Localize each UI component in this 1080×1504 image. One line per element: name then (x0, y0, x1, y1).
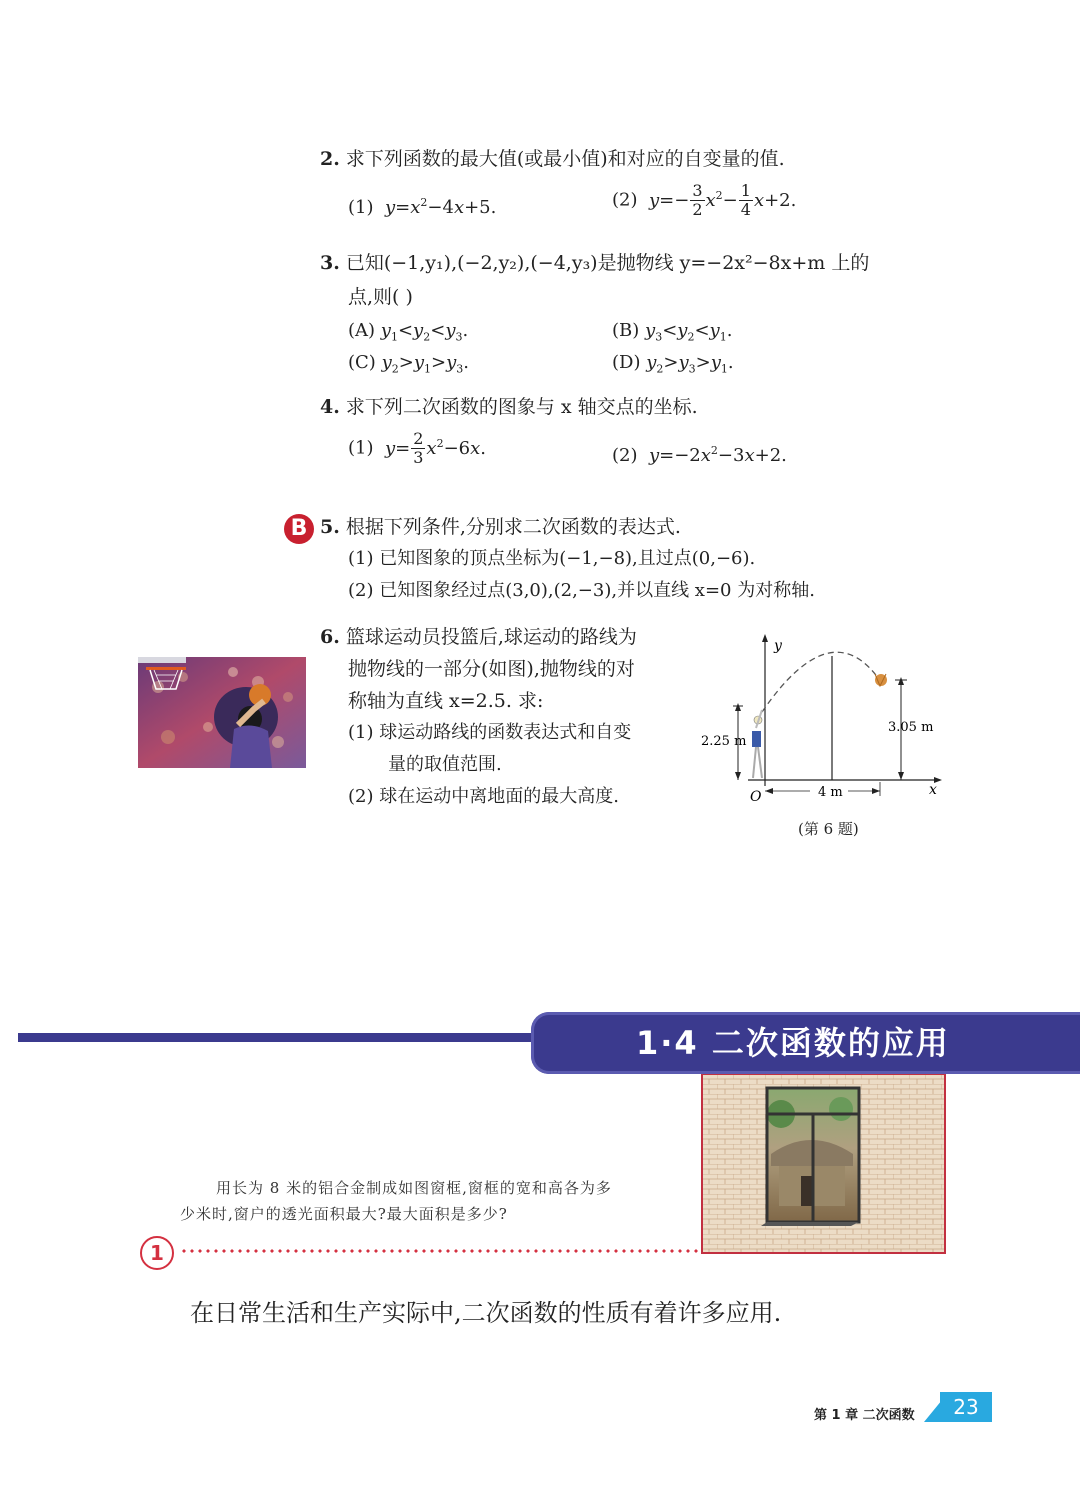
distance-label: 4 m (818, 785, 843, 800)
option-label: (C) (348, 352, 376, 373)
page-number: 23 (940, 1392, 992, 1422)
problem-line-1: 用长为 8 米的铝合金制成如图窗框,窗框的宽和高各为多 (216, 1179, 612, 1197)
q6-part-2: (2) 球在运动中离地面的最大高度. (348, 786, 619, 807)
question-4 (320, 394, 698, 420)
q4-part-2 (612, 438, 787, 469)
q5-part-2: (2) 已知图象经过点(3,0),(2,−3),并以直线 x=0 为对称轴. (348, 580, 815, 601)
part-label: (2) (612, 445, 638, 466)
question-3-line2: 点,则( ) (348, 286, 413, 308)
level-b-badge: B (284, 514, 314, 544)
player-figure-icon (752, 710, 762, 778)
dotted-rule (180, 1249, 700, 1253)
question-text: 已知(−1,y₁),(−2,y₂),(−4,y₃)是抛物线 y=−2x²−8x+m 上的 (345, 252, 870, 274)
question-number: 6. (320, 626, 340, 648)
option-label: (B) (612, 320, 640, 341)
q3-option-d: (D) $y_2>y_3>y_1$. (612, 352, 734, 376)
q4-part-1 (348, 430, 486, 467)
hoop-icon (875, 674, 887, 686)
chapter-footer: 第 1 章 二次函数 (814, 1408, 915, 1423)
x-axis-label: x (929, 782, 937, 798)
part-label: (1) (348, 437, 374, 459)
q6-part-1b: 量的取值范围. (388, 754, 502, 775)
ball-trajectory (762, 652, 881, 712)
hoop-height-label: 3.05 m (888, 720, 934, 735)
formula: y=− $\frac{3}{2}$ $x^2-$ $\frac{1}{4}$ x+2. (648, 181, 797, 219)
problem-number-marker: 1 (140, 1236, 174, 1270)
question-number: 5. (320, 516, 340, 538)
question-6 (320, 624, 637, 650)
part-label: (1) (348, 197, 374, 218)
question-number: 4. (320, 396, 340, 418)
question-text: 篮球运动员投篮后,球运动的路线为 (345, 626, 637, 648)
question-number: 2. (320, 148, 340, 170)
player-height-label: 2.25 m (701, 734, 747, 749)
question-text: 根据下列条件,分别求二次函数的表达式. (345, 516, 681, 538)
part-label: (2) (612, 189, 638, 211)
section-rule (18, 1033, 538, 1042)
section-title: 1·4 二次函数的应用 (636, 1024, 950, 1062)
q3-option-c: (C) $y_2>y_1>y_3$. (348, 352, 469, 376)
q2-part-1 (348, 190, 496, 221)
question-6-figure (698, 630, 948, 810)
window-frame-illustration (701, 1074, 946, 1254)
q5-part-1: (1) 已知图象的顶点坐标为(−1,−8),且过点(0,−6). (348, 548, 756, 569)
question-text: 求下列二次函数的图象与 x 轴交点的坐标. (345, 396, 698, 418)
y-axis-label: y (774, 638, 782, 654)
formula: y= $\frac{2}{3}$ $x^2-6x$. (384, 429, 487, 467)
q2-part-2 (612, 182, 796, 219)
q3-option-a: (A) $y_1<y_2<y_3$. (348, 320, 469, 344)
q6-part-1a: (1) 球运动路线的函数表达式和自变 (348, 722, 632, 743)
question-6-line3: 称轴为直线 x=2.5. 求: (348, 690, 544, 712)
origin-label: O (750, 789, 762, 805)
option-label: (D) (612, 352, 641, 373)
option-label: (A) (348, 320, 376, 341)
question-text: 求下列函数的最大值(或最小值)和对应的自变量的值. (345, 148, 785, 170)
formula: $y=x^2-4x+5$. (384, 196, 497, 218)
question-3 (320, 250, 869, 276)
question-2 (320, 146, 785, 172)
problem-line-2: 少米时,窗户的透光面积最大?最大面积是多少? (180, 1205, 508, 1223)
figure-caption: (第 6 题) (798, 820, 859, 838)
basketball-player-photo (138, 657, 306, 768)
y-axis-arrow (762, 634, 768, 642)
question-number: 3. (320, 252, 340, 274)
question-6-line2: 抛物线的一部分(如图),抛物线的对 (348, 658, 635, 680)
formula: $y=-2x^2-3x+2$. (648, 444, 787, 466)
q3-option-b: (B) $y_3<y_2<y_1$. (612, 320, 733, 344)
intro-sentence: 在日常生活和生产实际中,二次函数的性质有着许多应用. (190, 1299, 782, 1327)
question-5 (320, 514, 681, 540)
